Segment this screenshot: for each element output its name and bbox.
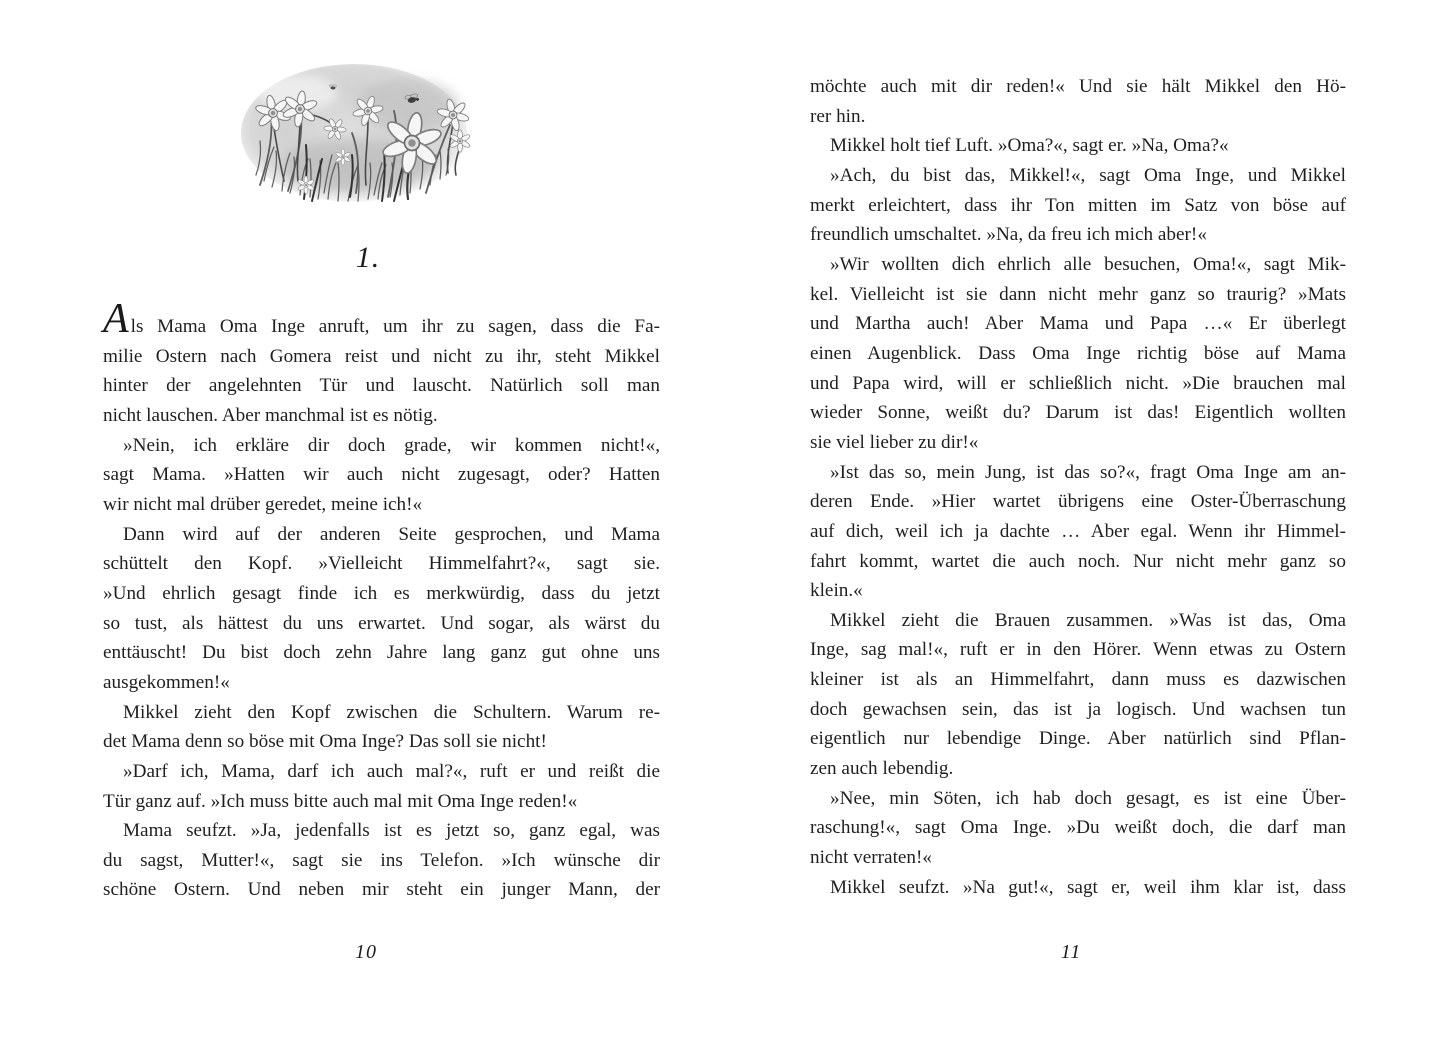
text-line: auf dich, weil ich ja dachte … Aber egal. Wenn ihr Himmel- [810,520,1346,542]
text-line: doch gewachsen sein, das ist ja logisch. Und wachsen tun [810,698,1346,720]
text-line: »Nein, ich erkläre dir doch grade, wir kommen nicht!«, [123,434,660,456]
text-line: klein.« [810,580,863,602]
text-line: fahrt kommt, wartet die auch noch. Nur nicht mehr ganz so [810,550,1346,572]
text-line: Mikkel zieht die Brauen zusammen. »Was ist das, Oma [830,609,1346,631]
text-line: nicht verraten!« [810,847,932,869]
text-line: Mikkel zieht den Kopf zwischen die Schultern. Warum re- [123,701,660,723]
text-line: sagt Mama. »Hatten wir auch nicht zugesagt, oder? Hatten [103,464,660,486]
text-line: rer hin. [810,105,866,127]
page-number-left: 10 [355,941,377,963]
page-text-left [103,296,660,905]
chapter-number: 1. [355,241,381,274]
text-line: wir nicht mal drüber geredet, meine ich!« [103,493,423,515]
page-number-right: 11 [1060,941,1082,963]
text-line: Mikkel holt tief Luft. »Oma?«, sagt er. »Na, Oma?« [830,135,1229,157]
text-line: enttäuscht! Du bist doch zehn Jahre lang ganz gut ohne uns [103,642,660,664]
text-line: Mama seufzt. »Ja, jedenfalls ist es jetzt so, ganz egal, was [123,820,660,842]
text-line: »Ist das so, mein Jung, ist das so?«, fragt Oma Inge am an- [830,461,1346,483]
page-text-right [810,72,1346,902]
daffodil-vignette-svg [240,63,473,205]
daffodil-illustration [240,63,473,205]
page-right [810,0,1346,1047]
text-line: und Martha auch! Aber Mama und Papa …« Er überlegt [810,313,1346,335]
text-line: kel. Vielleicht ist sie dann nicht mehr ganz so traurig? »Mats [810,283,1346,305]
text-line: freundlich umschaltet. »Na, da freu ich mich aber!« [810,224,1207,246]
text-line: det Mama denn so böse mit Oma Inge? Das soll sie nicht! [103,731,547,753]
text-line: »Darf ich, Mama, darf ich auch mal?«, ruft er und reißt die [123,760,660,782]
text-line: »Ach, du bist das, Mikkel!«, sagt Oma Inge, und Mikkel [830,164,1346,186]
text-line: schüttelt den Kopf. »Vielleicht Himmelfahrt?«, sagt sie. [103,553,660,575]
text-line: Dann wird auf der anderen Seite gesprochen, und Mama [123,523,660,545]
text-line: merkt erleichtert, dass ihr Ton mitten im Satz von böse auf [810,194,1346,216]
text-line: sie viel lieber zu dir!« [810,431,979,453]
text-line: möchte auch mit dir reden!« Und sie hält Mikkel den Hö- [810,76,1346,97]
text-line: einen Augenblick. Dass Oma Inge richtig böse auf Mama [810,342,1346,364]
text-line: so tust, als hättest du uns erwartet. Und sogar, als wärst du [103,612,660,634]
text-line: wieder Sonne, weißt du? Darum ist das! Eigentlich wollten [810,402,1346,424]
text-line: eigentlich nur lebendige Dinge. Aber natürlich sind Pflan- [810,728,1346,750]
text-line: »Nee, min Söten, ich hab doch gesagt, es ist eine Über- [830,787,1346,809]
drop-cap-letter: A [103,296,129,342]
text-line: ausgekommen!« [103,671,230,693]
text-line: raschung!«, sagt Oma Inge. »Du weißt doch, die darf man [810,817,1346,839]
text-line: Als Mama Oma Inge anruft, um ihr zu sagen, dass die Fa- [103,296,660,342]
text-line: nicht lauschen. Aber manchmal ist es nötig. [103,404,438,426]
text-line: schöne Ostern. Und neben mir steht ein junger Mann, der [103,879,660,901]
text-line: und Papa wird, will er schließlich nicht. »Die brauchen mal [810,372,1346,394]
text-line: Mikkel seufzt. »Na gut!«, sagt er, weil ihm klar ist, dass [830,876,1346,898]
text-line: du sagst, Mutter!«, sagt sie ins Telefon. »Ich wünsche dir [103,849,660,871]
text-line: »Wir wollten dich ehrlich alle besuchen, Oma!«, sagt Mik- [830,253,1346,275]
text-line: deren Ende. »Hier wartet übrigens eine Oster-Überraschung [810,491,1346,513]
text-line: milie Ostern nach Gomera reist und nicht zu ihr, steht Mikkel [103,345,660,367]
text-line: zen auch lebendig. [810,758,954,780]
text-line: Tür ganz auf. »Ich muss bitte auch mal mit Oma Inge reden!« [103,790,578,812]
text-line: hinter der angelehnten Tür und lauscht. Natürlich soll man [103,375,660,397]
text-line: »Und ehrlich gesagt finde ich es merkwürdig, dass du jetzt [103,582,660,604]
page-left [103,0,660,1047]
text-line: kleiner ist als an Himmelfahrt, dann muss es dazwischen [810,669,1346,691]
text-line: Inge, sag mal!«, ruft er in den Hörer. Wenn etwas zu Ostern [810,639,1346,661]
